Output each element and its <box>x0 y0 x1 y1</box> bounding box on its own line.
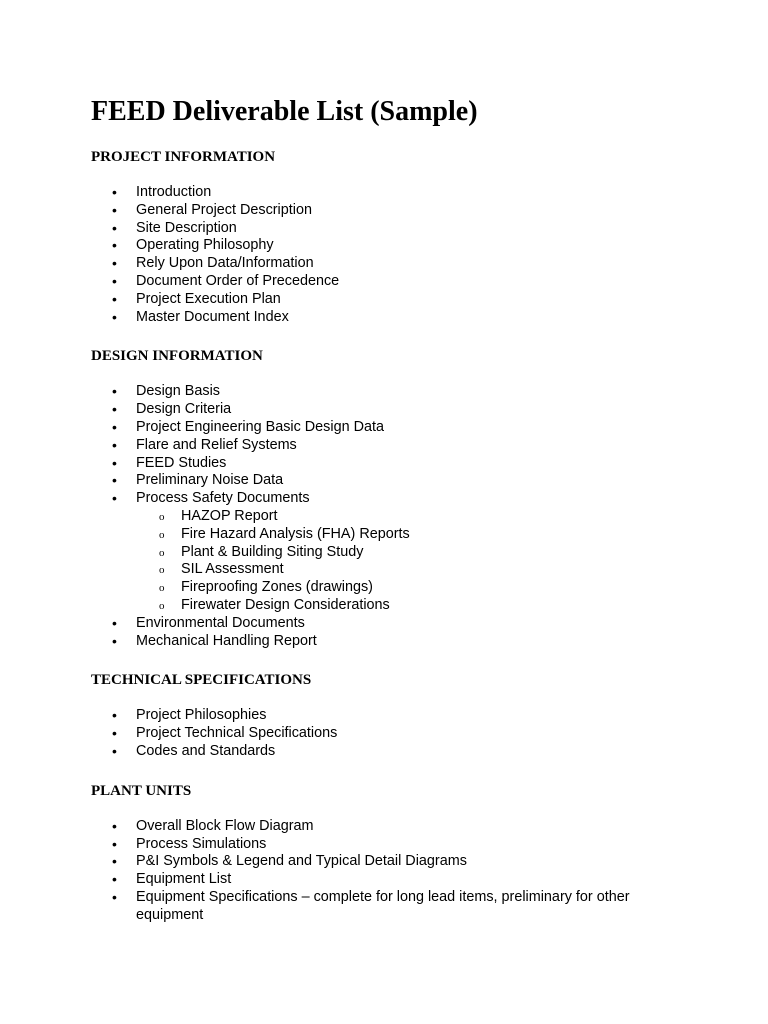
list-item: • Mechanical Handling Report <box>112 632 317 649</box>
bullet-icon: • <box>112 454 117 471</box>
list-item: • Process Simulations <box>112 835 267 852</box>
bullet-icon: • <box>112 201 117 218</box>
circle-bullet-icon: o <box>159 546 165 559</box>
bullet-icon: • <box>112 272 117 289</box>
list-item: • Equipment List <box>112 871 232 888</box>
list-item: • Environmental Documents <box>112 614 305 631</box>
circle-bullet-icon: o <box>159 582 165 595</box>
section-heading: DESIGN INFORMATION <box>91 348 263 365</box>
list-item: • General Project Description <box>112 201 312 218</box>
bullet-icon: • <box>112 184 117 200</box>
section-project-information <box>91 147 691 326</box>
list-item: • Design Criteria <box>112 401 232 418</box>
bullet-icon: • <box>112 219 117 236</box>
bullet-icon: • <box>112 472 117 489</box>
bullet-icon: • <box>112 632 117 649</box>
section-plant-units <box>91 781 691 925</box>
list-item: • Project Technical Specifications <box>112 725 338 742</box>
circle-bullet-icon: o <box>159 528 165 541</box>
section-heading: TECHNICAL SPECIFICATIONS <box>91 672 312 689</box>
list-item: • Document Order of Precedence <box>112 272 340 289</box>
bullet-icon: • <box>112 308 117 325</box>
section-design-information <box>91 346 691 650</box>
bullet-icon: • <box>112 853 117 870</box>
bullet-icon: • <box>112 383 117 400</box>
section-technical-specifications <box>91 670 691 760</box>
sub-list-item: o Firewater Design Considerations <box>91 597 691 615</box>
item-list <box>91 383 691 650</box>
list-item: • Rely Upon Data/Information <box>112 255 314 272</box>
sub-list-item: o SIL Assessment <box>91 561 691 579</box>
list-item: • P&I Symbols & Legend and Typical Detail Diagrams <box>112 853 467 870</box>
circle-bullet-icon: o <box>159 599 165 612</box>
bullet-icon: • <box>112 707 117 724</box>
list-item: • Preliminary Noise Data <box>112 472 284 489</box>
list-item: • Introduction <box>112 184 212 200</box>
bullet-icon: • <box>112 418 117 435</box>
sub-list-item: o Fire Hazard Analysis (FHA) Reports <box>91 526 691 544</box>
bullet-icon: • <box>112 490 117 507</box>
list-item: • Operating Philosophy <box>112 237 274 254</box>
list-item: • Overall Block Flow Diagram <box>112 817 314 834</box>
list-item: • Project Engineering Basic Design Data <box>112 418 384 435</box>
bullet-icon: • <box>112 835 117 852</box>
list-item: • Process Safety Documents o HAZOP Report o Fire Hazard Analysis (FHA) Reports o Plant & Building Siting Study o SIL Assessment o Fireproofing Zones (drawings) o Firewater Design Considerations <box>91 490 691 615</box>
bullet-icon: • <box>112 255 117 272</box>
bullet-icon: • <box>112 742 117 759</box>
bullet-icon: • <box>112 290 117 307</box>
item-list <box>91 184 691 326</box>
list-item: • Flare and Relief Systems <box>112 436 297 453</box>
document-title: FEED Deliverable List (Sample) <box>91 96 478 127</box>
bullet-icon: • <box>112 401 117 418</box>
document-body <box>91 93 691 925</box>
section-heading: PLANT UNITS <box>91 782 192 799</box>
circle-bullet-icon: o <box>159 510 165 523</box>
sub-list-item: o HAZOP Report <box>91 508 691 526</box>
list-item: • Design Basis <box>112 383 220 400</box>
bullet-icon: • <box>112 725 117 742</box>
bullet-icon: • <box>112 888 117 905</box>
bullet-icon: • <box>112 817 117 834</box>
list-item: • Project Execution Plan <box>112 290 281 307</box>
list-item: • Project Philosophies <box>112 707 267 724</box>
bullet-icon: • <box>112 237 117 254</box>
circle-bullet-icon: o <box>159 564 165 577</box>
item-list <box>91 818 691 925</box>
list-item: • Site Description <box>112 219 237 236</box>
list-item: • Codes and Standards <box>112 742 276 759</box>
list-item: • Master Document Index <box>112 308 289 325</box>
sub-list-item: o Fireproofing Zones (drawings) <box>91 579 691 597</box>
list-item: • FEED Studies <box>112 454 227 471</box>
item-list <box>91 707 691 760</box>
bullet-icon: • <box>112 614 117 631</box>
sub-item-list <box>136 508 691 615</box>
list-item: • Equipment Specifications – complete for long lead items, preliminary for other equipment <box>112 888 630 923</box>
section-heading: PROJECT INFORMATION <box>91 149 276 165</box>
sub-list-item: o Plant & Building Siting Study <box>91 544 691 562</box>
bullet-icon: • <box>112 871 117 888</box>
bullet-icon: • <box>112 436 117 453</box>
